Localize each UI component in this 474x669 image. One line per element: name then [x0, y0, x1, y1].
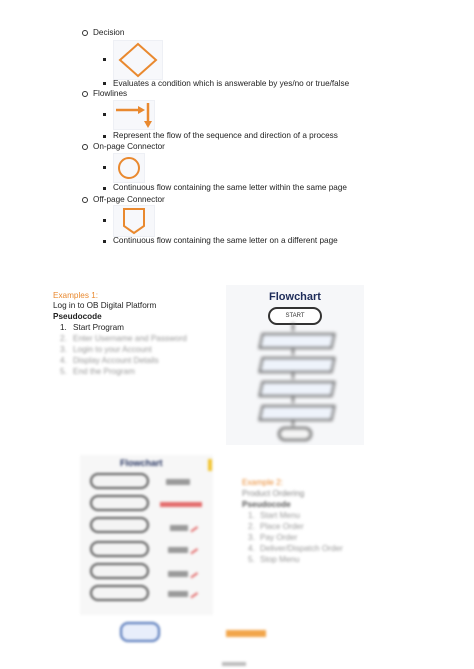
list-bullet: [103, 240, 106, 243]
example-1-step: End the Program: [73, 367, 135, 376]
process-box: [258, 381, 335, 397]
example-1-step: Start Program: [73, 323, 124, 332]
symbol-description: Represent the flow of the sequence and direction of a process: [113, 131, 338, 140]
list-bullet: [82, 91, 88, 97]
example-2-subheading: Pseudocode: [242, 500, 291, 509]
example-2-step: Place Order: [260, 522, 304, 531]
step-number: 1.: [60, 323, 67, 332]
list-bullet: [82, 197, 88, 203]
symbol-name-decision: Decision: [93, 28, 125, 37]
flowchart-1-title: Flowchart: [269, 291, 321, 303]
flowchart-node: [90, 517, 149, 533]
step-number: 5.: [248, 555, 255, 564]
side-label: [160, 502, 202, 507]
example-2-heading: Example 2:: [242, 478, 283, 487]
flowchart-node: [90, 495, 149, 511]
flowline: [292, 396, 294, 403]
list-bullet: [103, 82, 106, 85]
flowline: [292, 420, 294, 426]
step-number: 5.: [60, 367, 67, 376]
example-1-step: Login to your Account: [73, 345, 152, 354]
step-number: 2.: [248, 522, 255, 531]
example-2-step: Stop Menu: [260, 555, 300, 564]
symbol-name-offpage-connector: Off-page Connector: [93, 195, 165, 204]
side-label: [168, 547, 188, 553]
flowchart-1: [226, 285, 364, 445]
example-1-title: Log in to OB Digital Platform: [53, 301, 157, 310]
symbol-description: Evaluates a condition which is answerable by yes/no or true/false: [113, 79, 350, 88]
step-number: 1.: [248, 511, 255, 520]
symbol-description: Continuous flow containing the same letter within the same page: [113, 183, 347, 192]
list-bullet: [103, 219, 106, 222]
step-number: 2.: [60, 334, 67, 343]
example-1-subheading: Pseudocode: [53, 312, 102, 321]
example-2-step: Pay Order: [260, 533, 298, 542]
step-number: 3.: [248, 533, 255, 542]
list-bullet: [82, 30, 88, 36]
circle-icon: [113, 153, 145, 183]
step-number: 4.: [60, 356, 67, 365]
flowchart-node: [90, 585, 149, 601]
list-bullet: [103, 187, 106, 190]
symbol-name-flowlines: Flowlines: [93, 89, 128, 98]
decorative-bar: [208, 459, 212, 471]
arrow-flowline-icon: [113, 100, 155, 130]
flowchart-node: [90, 563, 149, 579]
flowchart-node: [90, 541, 149, 557]
pentagon-icon: [113, 205, 155, 237]
process-box: [258, 405, 335, 421]
page-footer: [222, 662, 246, 666]
side-label: [170, 525, 188, 531]
flowline: [292, 348, 294, 355]
example-1-step: Display Account Details: [73, 356, 159, 365]
flowchart-2-title: Flowchart: [120, 458, 163, 468]
end-terminal: [278, 427, 312, 441]
example-2-title: Product Ordering: [242, 489, 305, 498]
symbol-name-onpage-connector: On-page Connector: [93, 142, 165, 151]
diamond-icon: [113, 40, 163, 80]
side-label: [168, 591, 188, 597]
flowchart-2: [80, 455, 213, 615]
list-bullet: [103, 166, 106, 169]
list-bullet: [103, 113, 106, 116]
list-bullet: [103, 135, 106, 138]
flowline: [292, 323, 294, 331]
process-box: [258, 357, 335, 373]
process-box: [258, 333, 335, 349]
flowchart-node: [90, 473, 149, 489]
blurred-highlight: [226, 630, 266, 637]
start-terminal: START: [268, 307, 322, 325]
list-bullet: [103, 58, 106, 61]
symbol-description: Continuous flow containing the same letter on a different page: [113, 236, 338, 245]
step-number: 4.: [248, 544, 255, 553]
side-label: [168, 571, 188, 577]
list-bullet: [82, 144, 88, 150]
side-label: [166, 479, 190, 485]
example-2-step: Start Menu: [260, 511, 301, 520]
example-1-step: Enter Username and Password: [73, 334, 187, 343]
step-number: 3.: [60, 345, 67, 354]
example-1-heading: Examples 1:: [53, 291, 99, 300]
example-2-step: Deliver/Dispatch Order: [260, 544, 343, 553]
blurred-shape: [120, 622, 160, 642]
flowline: [292, 372, 294, 379]
